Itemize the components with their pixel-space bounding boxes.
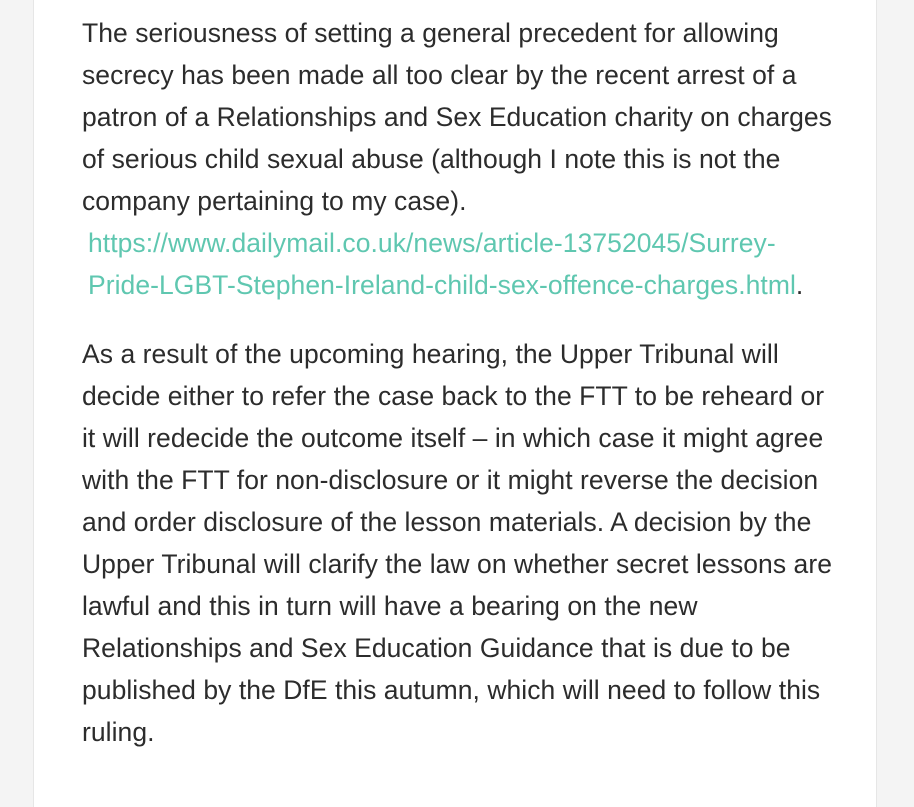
paragraph-1 [82, 12, 842, 306]
paragraph-1-link-line [82, 222, 842, 306]
paragraph-1-text: The seriousness of setting a general precedent for allowing secrecy has been made all too clear by the recent arrest of a patron of a Relationships and Sex Education charity on charges of serious child sexual abuse (although I note this is not the company pertaining to my case). [82, 18, 832, 216]
article-body [82, 12, 842, 753]
paragraph-1-trailing-period: . [795, 270, 804, 300]
paragraph-2: As a result of the upcoming hearing, the Upper Tribunal will decide either to refer the case back to the FTT to be reheard or it will redecide the outcome itself – in which case it might agree with the FTT for non-disclosure or it might reverse the decision and order disclosure of the lesson materials. A decision by the Upper Tribunal will clarify the law on whether secret lessons are lawful and this in turn will have a bearing on the new Relationships and Sex Education Guidance that is due to be published by the DfE this autumn, which will need to follow this ruling. [82, 339, 832, 747]
dailymail-article-link[interactable]: https://www.dailymail.co.uk/news/article-13752045/Surrey-Pride-LGBT-Stephen-Ireland-child-sex-offence-charges.html [88, 228, 796, 300]
article-card [33, 0, 877, 807]
